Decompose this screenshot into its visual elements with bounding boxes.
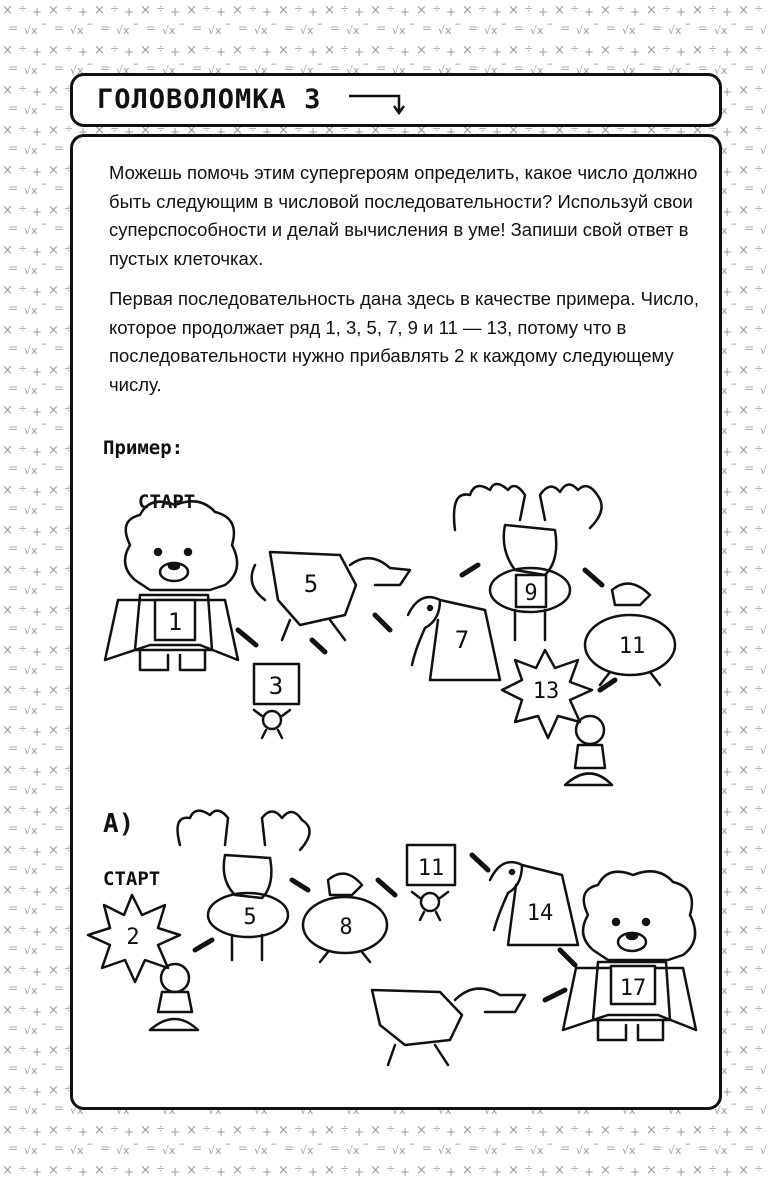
bug-hero-figure — [254, 710, 290, 738]
arrow-icon — [195, 940, 212, 950]
arrow-icon — [585, 570, 602, 585]
instructions-paragraph-2: Первая последовательность дана здесь в качестве примера. Число, которое продолжает ряд 1, 3, 5, 7, 9 и 11 — 13, потому что в последовательности нужно прибавлять 2 к каждому следующему числу. — [109, 288, 699, 395]
example-number-3: 3 — [268, 672, 284, 700]
arrow-icon — [378, 880, 395, 895]
arrow-icon — [462, 565, 478, 575]
moose-hero-figure — [178, 811, 310, 960]
example-number-5: 5 — [303, 570, 319, 598]
arrow-icon — [545, 990, 565, 1000]
ninja-hero-figure — [150, 964, 198, 1030]
example-number-13: 13 — [532, 679, 560, 704]
moose-hero-figure — [454, 484, 602, 640]
example-label: Пример: — [103, 437, 184, 459]
arrow-icon — [560, 950, 575, 965]
section-a-start-label: СТАРТ — [103, 868, 161, 890]
example-number-9: 9 — [524, 581, 538, 606]
instructions-paragraph-1: Можешь помочь этим супергероям определить, какое число должно быть следующим в числовой последовательности? Используй свои суперспособности и делай вычисления в уме! Запиши свой ответ в пустых клеточках. — [109, 162, 698, 269]
bug-hero-figure — [412, 892, 448, 920]
arrow-icon — [375, 615, 390, 630]
dragon-hero-figure — [372, 989, 525, 1065]
section-a-number-11: 11 — [417, 856, 445, 881]
arrow-icon — [312, 640, 325, 652]
example-number-1: 1 — [167, 608, 183, 636]
ninja-hero-figure — [565, 716, 612, 785]
section-a-number-5: 5 — [243, 905, 257, 930]
example-start-label: СТАРТ — [138, 491, 196, 513]
section-a-number-8: 8 — [339, 915, 353, 940]
section-a-number-14: 14 — [526, 901, 554, 926]
section-a-label: А) — [103, 809, 135, 839]
lion-hero-figure — [105, 501, 238, 670]
example-number-7: 7 — [454, 626, 470, 654]
arrow-icon — [292, 880, 308, 890]
arrow-icon — [238, 630, 256, 645]
section-a-number-17: 17 — [619, 976, 647, 1001]
page-title: ГОЛОВОЛОМКА 3 — [97, 84, 322, 115]
arrow-icon — [472, 855, 488, 870]
lion-hero-figure — [563, 871, 696, 1040]
example-number-11: 11 — [618, 634, 646, 659]
section-a-number-2: 2 — [126, 925, 140, 950]
